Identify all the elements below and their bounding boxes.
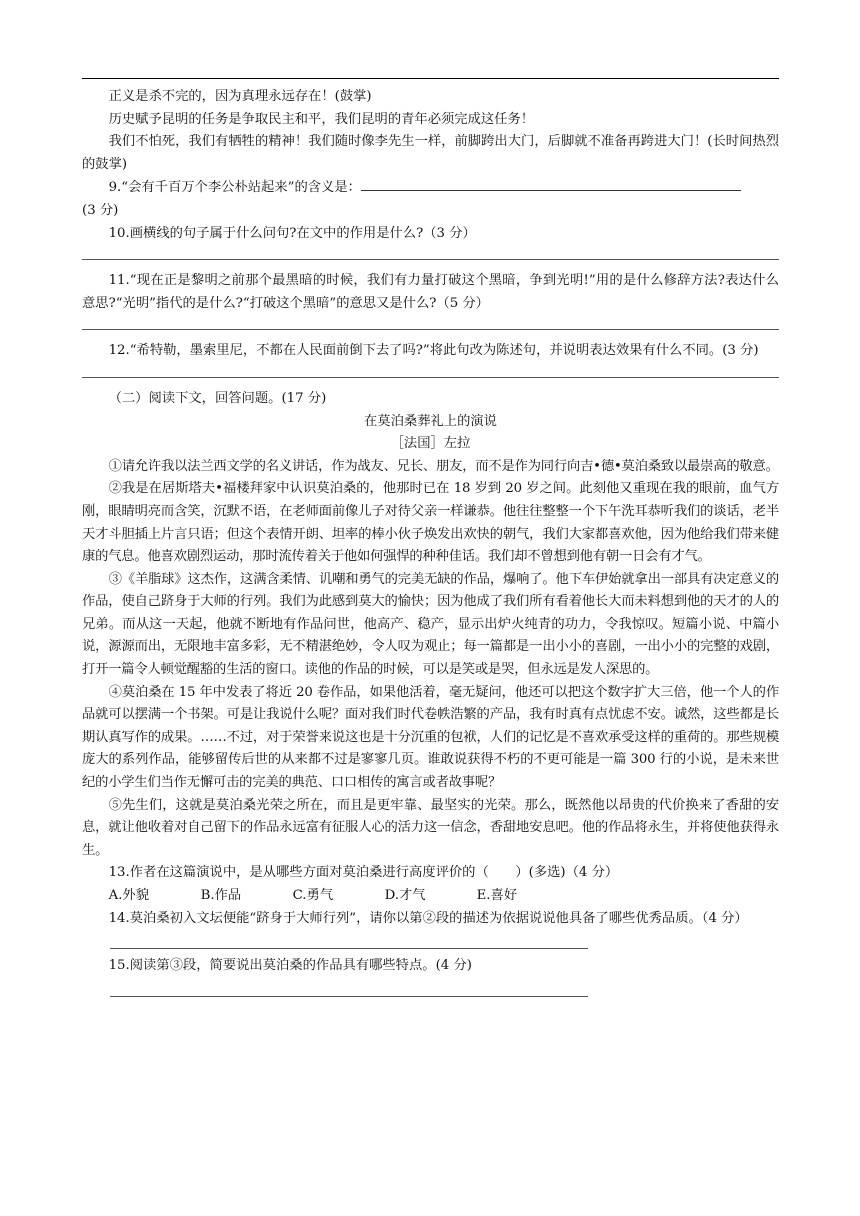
question-9-answer-blank[interactable] [361,176,741,191]
speech-line-3: 我们不怕死，我们有牺牲的精神！我们随时像李先生一样，前脚跨出大门，后脚就不准备再跨进大门！(长时间热烈的鼓掌) [82,134,779,172]
option-a[interactable]: A.外貌 [108,888,150,903]
article-paragraph-2: ②我是在居斯塔夫•福楼拜家中认识莫泊桑的，他那时已在 18 岁到 20 岁之间。此刻他又重现在我的眼前，血气方刚，眼睛明亮而含笑，沉默不语，在老师面前像儿子对待父亲一样谦恭。他往往整整一个下午洗耳恭听我们的谈话，老半天才斗胆插上片言只语；但这个表情开朗、坦率的棒小伙子焕发出欢快的朝气，我们大家都喜欢他，因为他给我们带来健康的气息。他喜欢剧烈运动，那时流传着关于他如何强悍的种种佳话。我们却不曾想到他有朝一日会有才气。 [82,481,779,565]
question-11-answer-line[interactable] [82,329,779,330]
question-9-score: (3 分) [82,202,119,218]
question-10-answer-line[interactable] [82,259,779,260]
top-rule [82,78,779,79]
option-e[interactable]: E.喜好 [476,888,518,903]
option-d[interactable]: D.才气 [384,888,426,903]
article-author: ［法国］左拉 [390,436,471,452]
article-title: 在莫泊桑葬礼上的演说 [364,413,497,429]
question-15-answer-line[interactable] [110,996,588,997]
question-14: 14.莫泊桑初入文坛便能“跻身于大师行列”，请你以第②段的描述为依据说说他具备了哪些优秀品质。（4 分） [108,910,748,926]
speech-line-2: 历史赋予昆明的任务是争取民主和平，我们昆明的青年必须完成这任务！ [108,111,535,127]
question-13: 13.作者在这篇演说中，是从哪些方面对莫泊桑进行高度评价的（ ）(多选)（4 分） [108,865,619,881]
question-10: 10.画横线的句子属于什么问句?在文中的作用是什么?（3 分） [108,225,476,241]
article-paragraph-1: ①请允许我以法兰西文学的名义讲话，作为战友、兄长、朋友，而不是作为同行向吉•德•莫泊桑致以最崇高的敬意。 [108,458,779,474]
option-b[interactable]: B.作品 [200,888,242,903]
article-paragraph-4: ④莫泊桑在 15 年中发表了将近 20 卷作品，如果他活着，毫无疑问，他还可以把这个数字扩大三倍，他一个人的作品就可以摆满一个书架。可是让我说什么呢？面对我们时代卷帙浩繁的产品，我有时真有点忧虑不安。诚然，这些都是长期认真写作的成果。……不过，对于荣誉来说这也是十分沉重的包袱，人们的记忆是不喜欢承受这样的重荷的。那些规模庞大的系列作品，能够留传后世的从来都不过是寥寥几页。谁敢说获得不朽的不更可能是一篇 300 行的小说，是未来世纪的小学生们当作无懈可击的完美的典范、口口相传的寓言或者故事呢？ [82,684,779,791]
question-15: 15.阅读第③段，简要说出莫泊桑的作品具有哪些特点。(4 分) [108,958,472,974]
question-9 [82,176,779,200]
question-12-answer-line[interactable] [82,377,779,378]
question-12: 12.“希特勒，墨索里尼，不都在人民面前倒下去了吗?”将此句改为陈述句，并说明表达效果有什么不同。(3 分) [108,343,759,359]
question-11: 11.“现在正是黎明之前那个最黑暗的时候，我们有力量打破这个黑暗，争到光明!”用的是什么修辞方法?表达什么意思?“光明”指代的是什么?“打破这个黑暗”的意思又是什么?（5 分） [82,273,779,311]
question-9-text: 9.“会有千百万个李公朴站起来”的含义是： [108,180,361,196]
article-paragraph-5: ⑤先生们，这就是莫泊桑光荣之所在，而且是更牢靠、最坚实的光荣。那么，既然他以昂贵的代价换来了香甜的安息，就让他收着对自己留下的作品永远富有征服人心的活力这一信念，香甜地安息吧。他的作品将永生，并将使他获得永生。 [82,797,779,858]
question-13-options [82,885,779,908]
section-2-heading: （二）阅读下文，回答问题。(17 分) [108,390,327,406]
exam-page [82,86,779,997]
article-paragraph-3: ③《羊脂球》这杰作，这满含柔情、讥嘲和勇气的完美无缺的作品，爆响了。他下车伊始就拿出一部具有决定意义的作品，使自己跻身于大师的行列。我们为此感到莫大的愉快；因为他成了我们所有看着他长大而未料想到他的天才的人的兄弟。而从这一天起，他就不断地有作品问世，他高产、稳产，显示出炉火纯青的功力，令我惊叹。短篇小说、中篇小说，源源而出，无限地丰富多彩，无不精湛绝妙，令人叹为观止；每一篇都是一出小小的喜剧，一出小小的完整的戏剧，打开一篇令人顿觉醒豁的生活的窗口。读他的作品的时候，可以是笑或是哭，但永远是发人深思的。 [82,571,779,678]
option-c[interactable]: C.勇气 [292,888,334,903]
speech-line-1: 正义是杀不完的，因为真理永远存在！(鼓掌) [108,89,372,104]
